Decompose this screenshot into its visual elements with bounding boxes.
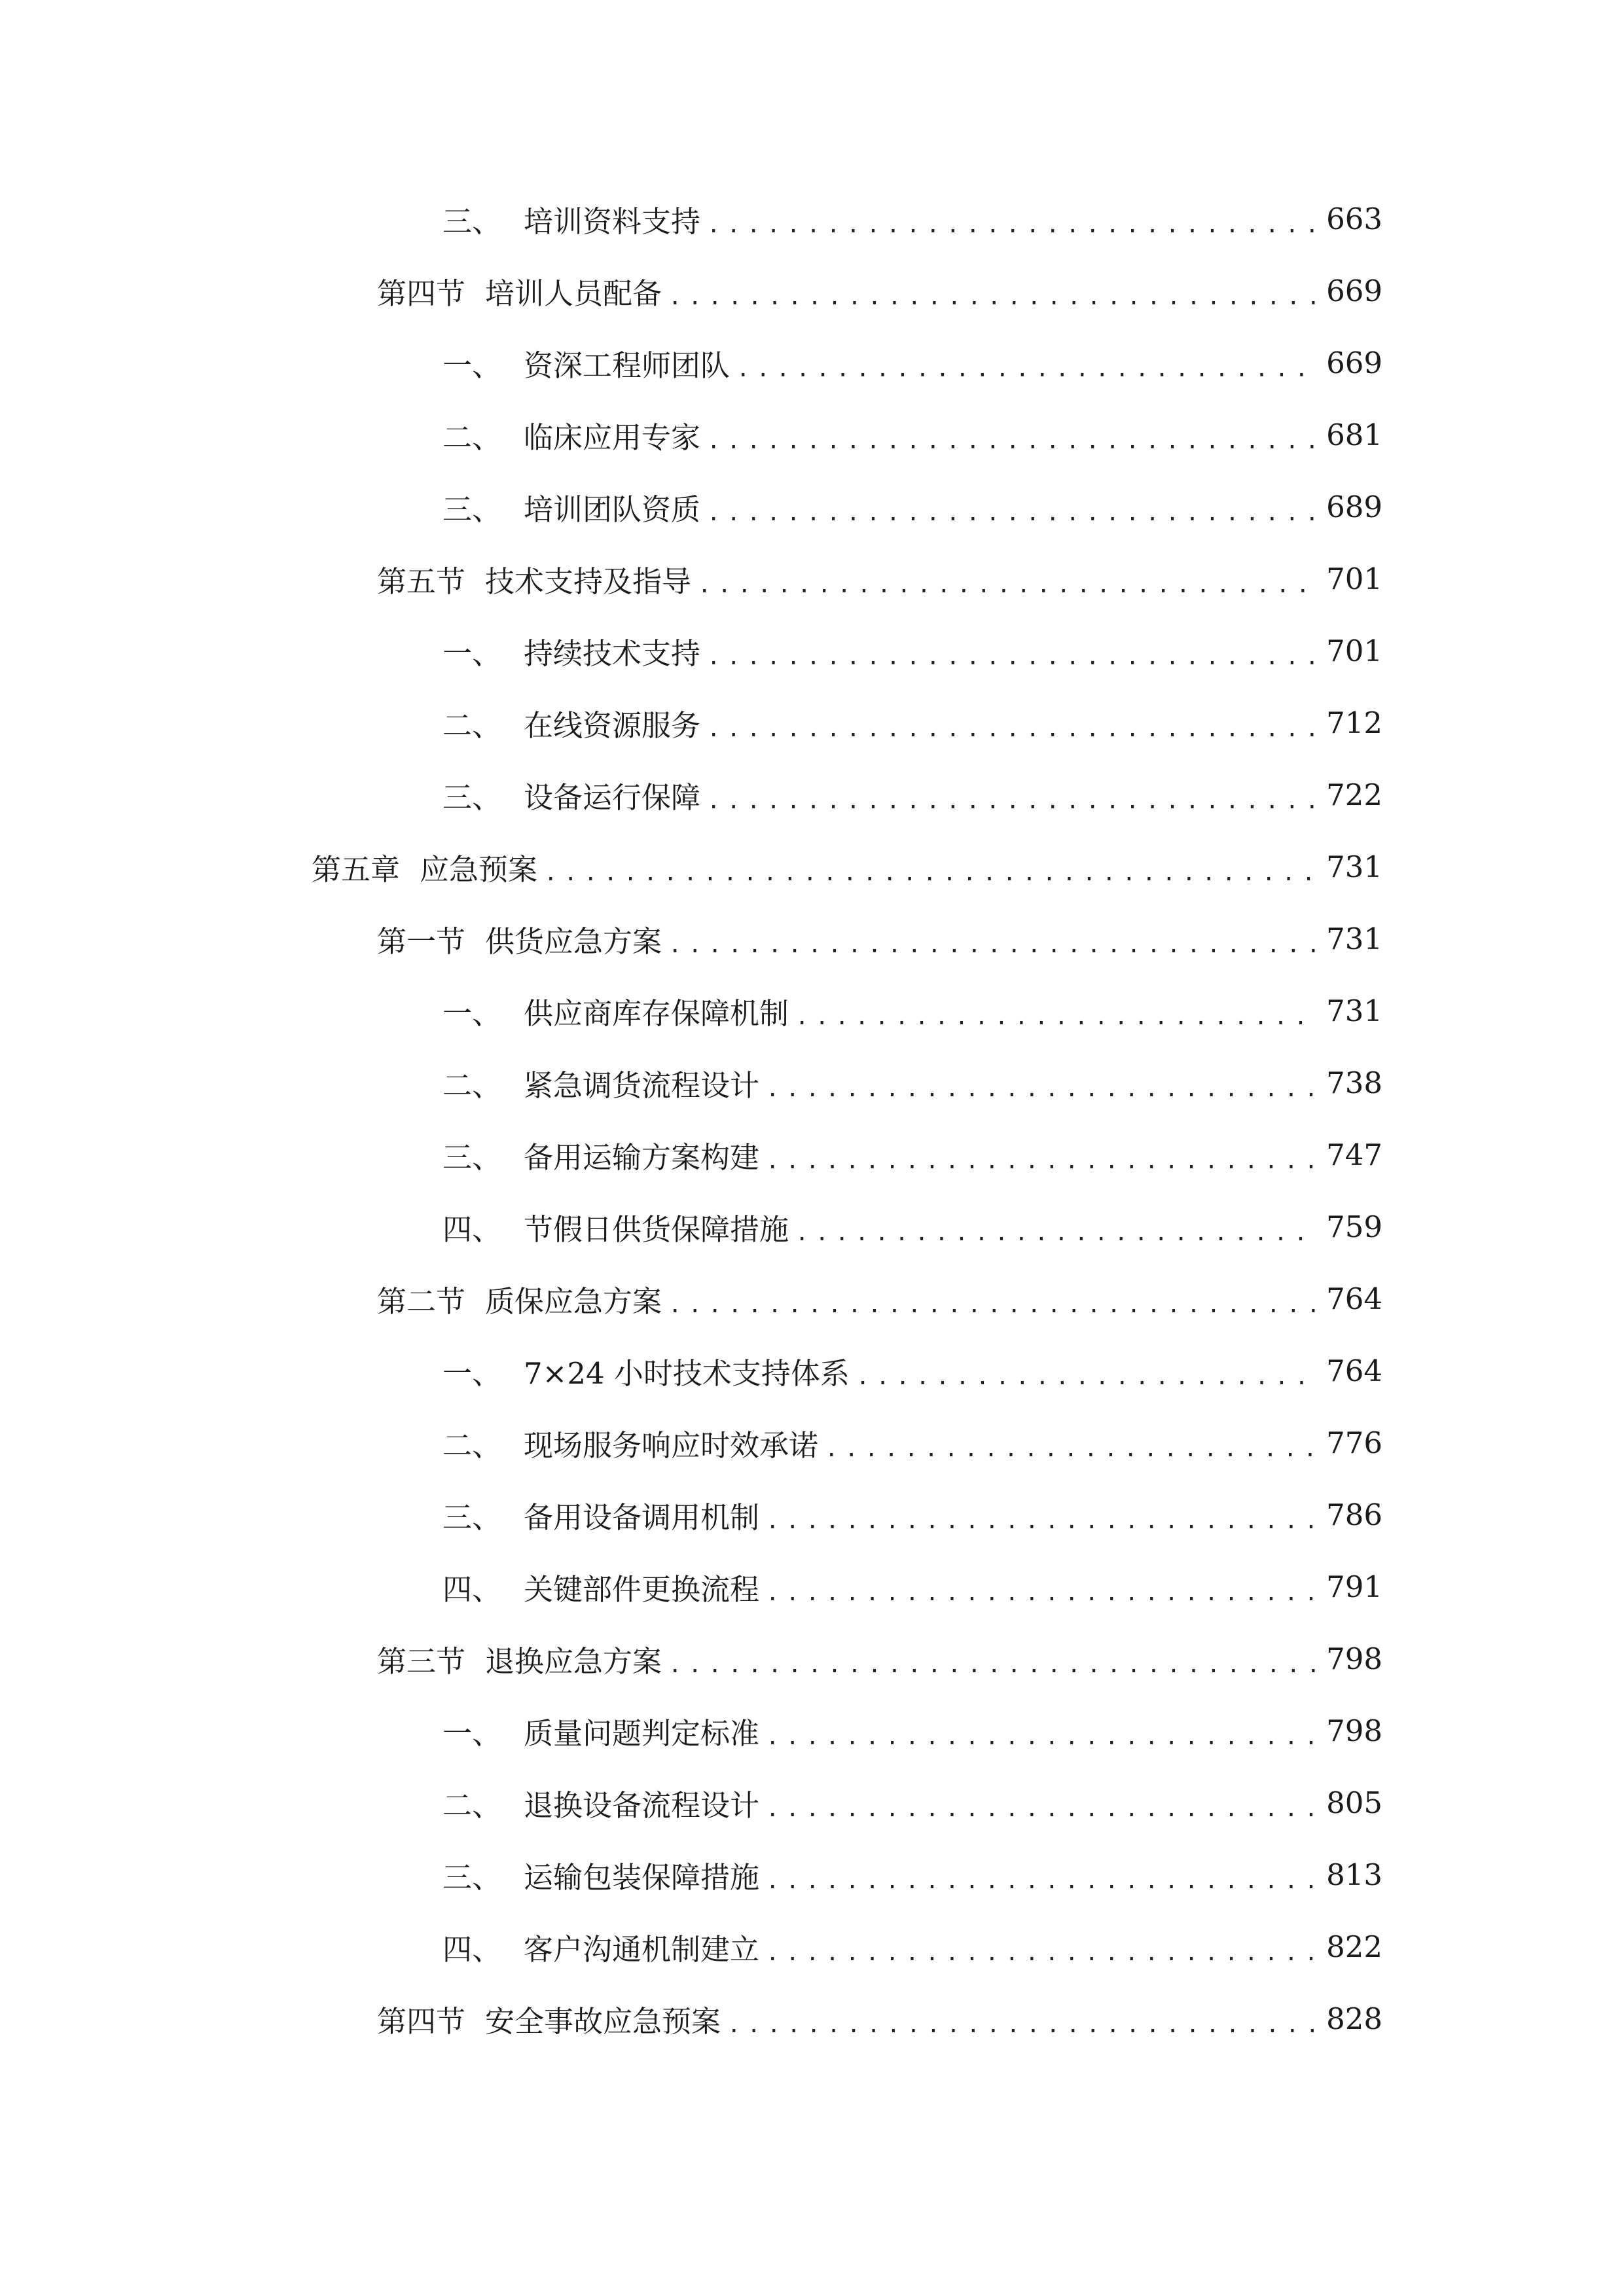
entry-title: 质量问题判定标准 (524, 1715, 760, 1751)
toc-entry[interactable] (442, 1488, 1382, 1541)
entry-page-number: 669 (1326, 345, 1382, 380)
entry-title: 备用设备调用机制 (524, 1499, 760, 1535)
toc-entry[interactable] (442, 1920, 1382, 1973)
entry-number: 第三节 (377, 1643, 466, 1679)
entry-page-number: 722 (1326, 777, 1382, 812)
entry-page-number: 681 (1326, 417, 1382, 452)
entry-title: 运输包装保障措施 (524, 1859, 760, 1895)
entry-title: 持续技术支持 (524, 636, 701, 671)
entry-number: 四、 (442, 1931, 502, 1967)
toc-entry[interactable] (442, 1776, 1382, 1829)
dot-leader (707, 199, 1317, 245)
entry-page-number: 786 (1326, 1497, 1382, 1532)
entry-title: 退换应急方案 (485, 1643, 662, 1679)
entry-page-number: 701 (1326, 633, 1382, 668)
entry-page-number: 798 (1326, 1713, 1382, 1748)
entry-title: 客户沟通机制建立 (524, 1931, 760, 1967)
entry-page-number: 828 (1326, 2001, 1382, 2036)
entry-number: 二、 (442, 1787, 502, 1823)
toc-entry[interactable] (312, 840, 1382, 893)
toc-entry[interactable] (377, 264, 1382, 317)
entry-title: 7×24 小时技术支持体系 (524, 1355, 850, 1391)
dot-leader (856, 1351, 1317, 1397)
entry-number: 三、 (442, 1139, 502, 1175)
entry-page-number: 791 (1326, 1569, 1382, 1604)
entry-title: 供应商库存保障机制 (524, 996, 789, 1031)
toc-entry[interactable] (442, 1128, 1382, 1181)
entry-title: 培训人员配备 (485, 276, 662, 311)
entry-page-number: 822 (1326, 1929, 1382, 1964)
entry-title: 在线资源服务 (524, 708, 701, 743)
dot-leader (668, 919, 1317, 965)
entry-title: 设备运行保障 (524, 780, 701, 815)
entry-number: 第一节 (377, 924, 466, 959)
entry-page-number: 805 (1326, 1785, 1382, 1820)
toc-entry[interactable] (377, 552, 1382, 605)
entry-number: 三、 (442, 1859, 502, 1895)
dot-leader (766, 1927, 1317, 1973)
dot-leader (766, 1567, 1317, 1613)
dot-leader (668, 1279, 1317, 1325)
dot-leader (795, 991, 1317, 1037)
entry-title: 技术支持及指导 (485, 564, 692, 599)
entry-number: 三、 (442, 204, 502, 239)
entry-title: 质保应急方案 (485, 1283, 662, 1319)
entry-title: 节假日供货保障措施 (524, 1211, 789, 1247)
dot-leader (736, 343, 1317, 389)
entry-number: 二、 (442, 420, 502, 455)
entry-number: 一、 (442, 1355, 502, 1391)
entry-page-number: 738 (1326, 1065, 1382, 1100)
toc-entry[interactable] (377, 912, 1382, 965)
entry-title: 关键部件更换流程 (524, 1571, 760, 1607)
entry-page-number: 731 (1326, 921, 1382, 956)
toc-entry[interactable] (442, 1200, 1382, 1253)
entry-number: 第四节 (377, 276, 466, 311)
entry-number: 三、 (442, 492, 502, 527)
toc-entry[interactable] (442, 1416, 1382, 1469)
dot-leader (707, 415, 1317, 461)
entry-number: 第五章 (312, 852, 401, 887)
entry-page-number: 747 (1326, 1137, 1382, 1172)
dot-leader (766, 1855, 1317, 1901)
entry-page-number: 764 (1326, 1353, 1382, 1388)
toc-entry[interactable] (442, 624, 1382, 677)
toc-entry[interactable] (442, 1704, 1382, 1757)
toc-entry[interactable] (377, 1272, 1382, 1325)
entry-number: 二、 (442, 708, 502, 743)
entry-title: 退换设备流程设计 (524, 1787, 760, 1823)
entry-page-number: 663 (1326, 201, 1382, 236)
entry-page-number: 731 (1326, 849, 1382, 884)
entry-page-number: 759 (1326, 1209, 1382, 1244)
toc-entry[interactable] (442, 768, 1382, 821)
entry-title: 资深工程师团队 (524, 348, 731, 383)
dot-leader (707, 703, 1317, 749)
toc-entry[interactable] (377, 1632, 1382, 1685)
entry-title: 供货应急方案 (485, 924, 662, 959)
entry-number: 二、 (442, 1427, 502, 1463)
entry-title: 紧急调货流程设计 (524, 1067, 760, 1103)
entry-page-number: 701 (1326, 561, 1382, 596)
entry-number: 一、 (442, 996, 502, 1031)
dot-leader (766, 1783, 1317, 1829)
entry-title: 培训团队资质 (524, 492, 701, 527)
toc-entry[interactable] (442, 1848, 1382, 1901)
dot-leader (707, 631, 1317, 677)
entry-title: 临床应用专家 (524, 420, 701, 455)
entry-page-number: 689 (1326, 489, 1382, 524)
entry-number: 一、 (442, 348, 502, 383)
entry-title: 安全事故应急预案 (485, 2003, 721, 2039)
dot-leader (766, 1135, 1317, 1181)
toc-entry[interactable] (442, 1344, 1382, 1397)
dot-leader (766, 1711, 1317, 1757)
dot-leader (668, 271, 1317, 317)
toc-entry[interactable] (442, 696, 1382, 749)
entry-number: 一、 (442, 1715, 502, 1751)
entry-number: 一、 (442, 636, 502, 671)
toc-entry[interactable] (442, 984, 1382, 1037)
entry-title: 培训资料支持 (524, 204, 701, 239)
dot-leader (727, 1999, 1317, 2045)
entry-number: 四、 (442, 1211, 502, 1247)
toc-entry[interactable] (442, 1056, 1382, 1109)
toc-entry[interactable] (442, 336, 1382, 389)
entry-number: 第四节 (377, 2003, 466, 2039)
entry-title: 应急预案 (420, 852, 538, 887)
entry-number: 三、 (442, 1499, 502, 1535)
toc-entry[interactable] (442, 480, 1382, 533)
entry-page-number: 813 (1326, 1857, 1382, 1892)
dot-leader (698, 559, 1317, 605)
dot-leader (544, 847, 1317, 893)
entry-title: 现场服务响应时效承诺 (524, 1427, 819, 1463)
toc-entry[interactable] (442, 192, 1382, 245)
entry-page-number: 712 (1326, 705, 1382, 740)
entry-page-number: 776 (1326, 1425, 1382, 1460)
toc-entry[interactable] (442, 408, 1382, 461)
dot-leader (707, 775, 1317, 821)
dot-leader (668, 1639, 1317, 1685)
entry-number: 二、 (442, 1067, 502, 1103)
toc-entry[interactable] (442, 1560, 1382, 1613)
entry-number: 第二节 (377, 1283, 466, 1319)
entry-title: 备用运输方案构建 (524, 1139, 760, 1175)
dot-leader (707, 487, 1317, 533)
dot-leader (825, 1423, 1317, 1469)
entry-number: 三、 (442, 780, 502, 815)
dot-leader (766, 1495, 1317, 1541)
entry-number: 第五节 (377, 564, 466, 599)
entry-number: 四、 (442, 1571, 502, 1607)
dot-leader (795, 1207, 1317, 1253)
dot-leader (766, 1063, 1317, 1109)
entry-page-number: 798 (1326, 1641, 1382, 1676)
entry-page-number: 669 (1326, 273, 1382, 308)
entry-page-number: 731 (1326, 993, 1382, 1028)
entry-page-number: 764 (1326, 1281, 1382, 1316)
toc-entry[interactable] (377, 1992, 1382, 2045)
